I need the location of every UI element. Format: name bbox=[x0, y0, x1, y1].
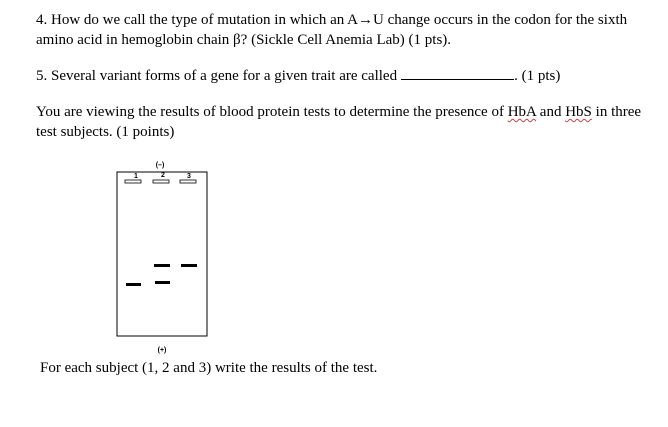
term-hbs: HbS bbox=[565, 104, 592, 120]
footer-text: For each subject (1, 2 and 3) write the results of the test. bbox=[40, 360, 378, 376]
negative-pole-label: (–) bbox=[155, 162, 165, 169]
lane-number-2: 2 bbox=[161, 172, 165, 179]
question-4-text: 4. How do we call the type of mutation in which an A→U change occurs in the codon for the sixth amino acid in hemoglobin chain β? (Sickle Cell Anemia Lab) (1 pts). bbox=[36, 12, 628, 48]
question-5-text: 5. Several variant forms of a gene for a given trait are called bbox=[36, 68, 398, 84]
positive-pole-label: (+) bbox=[157, 347, 167, 354]
question-5-points: . (1 pts) bbox=[514, 68, 561, 84]
instruction-footer bbox=[40, 358, 377, 378]
lane-number-1: 1 bbox=[134, 173, 138, 180]
band-lane-3-upper bbox=[181, 264, 197, 267]
band-lane-1-lower bbox=[126, 283, 141, 286]
band-lane-2-upper bbox=[154, 264, 170, 267]
well-lane-2 bbox=[153, 180, 169, 183]
intro-text-end: in three test subjects. (1 points) bbox=[36, 104, 642, 140]
gel-box bbox=[117, 172, 207, 336]
intro-joiner: and bbox=[536, 104, 566, 120]
lane-number-3: 3 bbox=[187, 173, 191, 180]
well-lane-3 bbox=[180, 180, 196, 183]
term-hba: HbA bbox=[507, 104, 537, 120]
band-lane-2-lower bbox=[155, 281, 170, 284]
intro-text: You are viewing the results of blood protein tests to determine the presence of bbox=[36, 104, 508, 120]
well-lane-1 bbox=[125, 180, 141, 183]
